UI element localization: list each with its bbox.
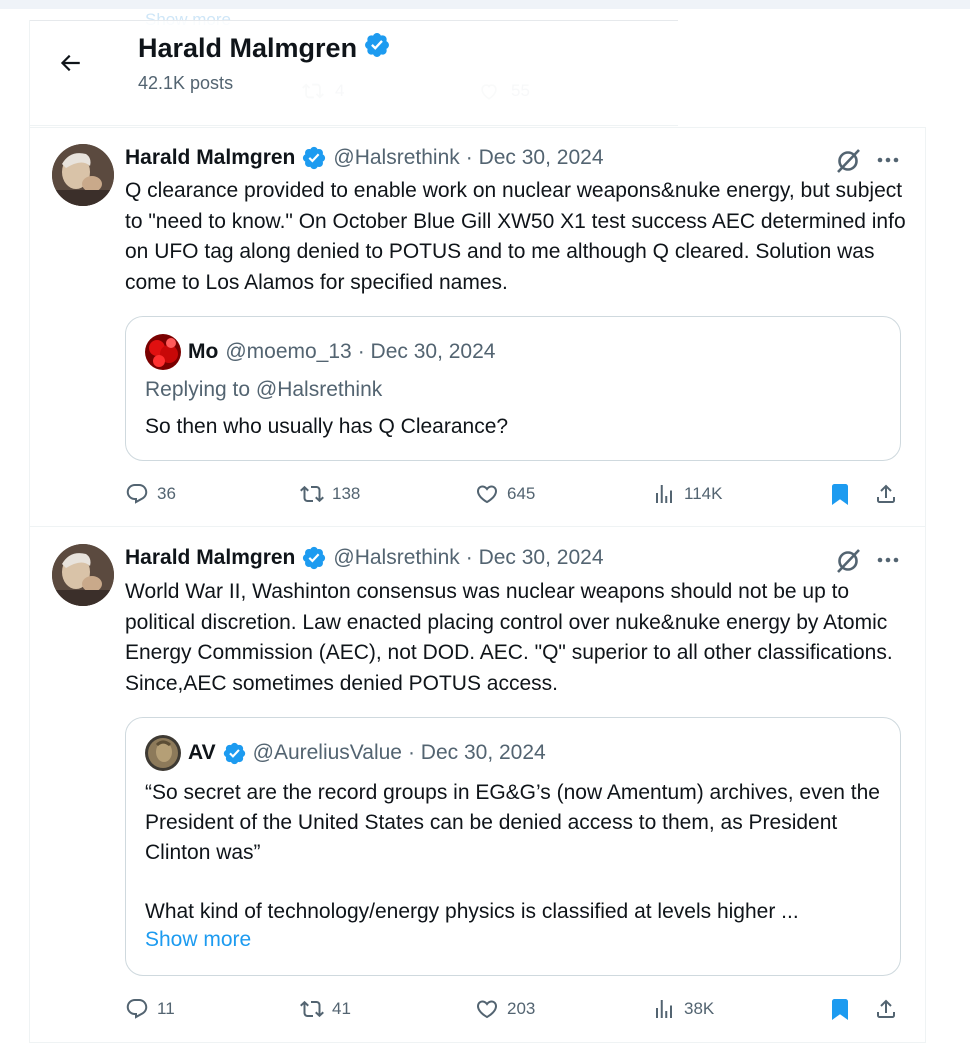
- retweet-count: 41: [332, 999, 351, 1018]
- view-count: 38K: [684, 999, 715, 1018]
- grok-button[interactable]: [833, 546, 863, 576]
- verified-badge-icon: [301, 545, 327, 571]
- retweet-icon: [300, 997, 324, 1021]
- share-icon: [874, 482, 898, 506]
- arrow-left-icon: [57, 50, 83, 76]
- views-button[interactable]: [652, 479, 722, 509]
- tweet-text: Q clearance provided to enable work on nuclear weapons&nuke energy, but subject to "need to know." On October Blue Gill XW50 X1 test success AEC determined info on UFO tag along denied to POTUS and to me although Q cleared. Solution was come to Los Alamos for specified names.: [125, 179, 906, 294]
- tweet-actions: [125, 479, 910, 509]
- view-count: 114K: [684, 484, 723, 503]
- author-name[interactable]: Harald Malmgren: [125, 546, 296, 569]
- show-more-link[interactable]: Show more: [145, 928, 252, 951]
- quote-author-name: Mo: [188, 340, 219, 363]
- back-button[interactable]: [52, 45, 88, 81]
- quote-avatar[interactable]: [145, 334, 181, 370]
- bookmark-filled-icon: [828, 997, 852, 1021]
- verified-badge-icon: [301, 145, 327, 171]
- tweet-header: [125, 545, 604, 571]
- author-name[interactable]: Harald Malmgren: [125, 146, 296, 169]
- like-count: 645: [507, 484, 536, 503]
- bookmark-button[interactable]: [828, 479, 852, 509]
- bookmark-filled-icon: [828, 482, 852, 506]
- retweet-count: 138: [332, 484, 361, 503]
- reply-button[interactable]: [125, 479, 176, 509]
- quote-author-handle: @AureliusValue: [252, 741, 402, 764]
- analytics-icon: [652, 482, 676, 506]
- reply-button[interactable]: [125, 994, 175, 1024]
- quote-text: “So secret are the record groups in EG&G’s (now Amentum) archives, even the President of the United States can be denied access to them, as President Clinton was”: [145, 781, 880, 864]
- share-icon: [874, 997, 898, 1021]
- verified-badge-icon: [222, 741, 247, 766]
- grok-icon: [833, 146, 863, 176]
- quoted-tweet[interactable]: [125, 316, 901, 461]
- quote-text-continued: What kind of technology/energy physics is classified at levels higher ...: [145, 900, 799, 923]
- quote-avatar[interactable]: [145, 735, 181, 771]
- retweet-icon: [300, 482, 324, 506]
- retweet-button[interactable]: [300, 994, 351, 1024]
- quote-author-handle: @moemo_13: [225, 340, 352, 363]
- heart-icon: [475, 997, 499, 1021]
- quote-date: · Dec 30, 2024: [357, 340, 496, 363]
- avatar[interactable]: [52, 544, 114, 606]
- replying-to: Replying to @Halsrethink: [145, 378, 383, 401]
- tweet[interactable]: [30, 528, 925, 1043]
- author-handle[interactable]: @Halsrethink: [333, 146, 460, 169]
- bookmark-button[interactable]: [828, 994, 852, 1024]
- like-button[interactable]: [475, 994, 535, 1024]
- grok-icon: [833, 546, 863, 576]
- like-count: 203: [507, 999, 536, 1018]
- ellipsis-icon: [873, 545, 903, 575]
- quote-date: · Dec 30, 2024: [407, 741, 546, 764]
- reply-icon: [125, 482, 149, 506]
- share-button[interactable]: [874, 479, 898, 509]
- profile-header: [30, 20, 678, 126]
- grok-button[interactable]: [833, 146, 863, 176]
- analytics-icon: [652, 997, 676, 1021]
- like-button[interactable]: [475, 479, 535, 509]
- heart-icon: [475, 482, 499, 506]
- column-border-right: [925, 127, 926, 1043]
- views-button[interactable]: [652, 994, 714, 1024]
- reply-count: 36: [157, 484, 176, 503]
- tweet-date[interactable]: · Dec 30, 2024: [465, 546, 604, 569]
- quote-header: [145, 735, 546, 771]
- header-title: [138, 31, 391, 66]
- share-button[interactable]: [874, 994, 898, 1024]
- verified-badge-icon: [363, 31, 391, 66]
- tweet-actions: [125, 994, 910, 1024]
- more-options-button[interactable]: [873, 145, 903, 175]
- tweet[interactable]: [30, 127, 925, 527]
- more-options-button[interactable]: [873, 545, 903, 575]
- ellipsis-icon: [873, 145, 903, 175]
- header-name: Harald Malmgren: [138, 33, 358, 63]
- reply-count: 11: [157, 999, 175, 1018]
- quoted-tweet[interactable]: [125, 717, 901, 976]
- tweet-date[interactable]: · Dec 30, 2024: [465, 146, 604, 169]
- author-handle[interactable]: @Halsrethink: [333, 546, 460, 569]
- avatar[interactable]: [52, 144, 114, 206]
- retweet-button[interactable]: [300, 479, 360, 509]
- quote-header: [145, 334, 495, 370]
- tweet-text: World War II, Washinton consensus was nuclear weapons should not be up to political discretion. Law enacted placing control over nuke&nuke energy by Atomic Energy Commission (AEC), not DOD. AEC. "Q" superior to all other classifications. Since,AEC sometimes denied POTUS access.: [125, 580, 893, 695]
- quote-author-name: AV: [188, 741, 216, 764]
- tweet-header: [125, 145, 604, 171]
- quote-text: So then who usually has Q Clearance?: [145, 415, 509, 438]
- header-post-count: 42.1K posts: [138, 73, 234, 93]
- reply-icon: [125, 997, 149, 1021]
